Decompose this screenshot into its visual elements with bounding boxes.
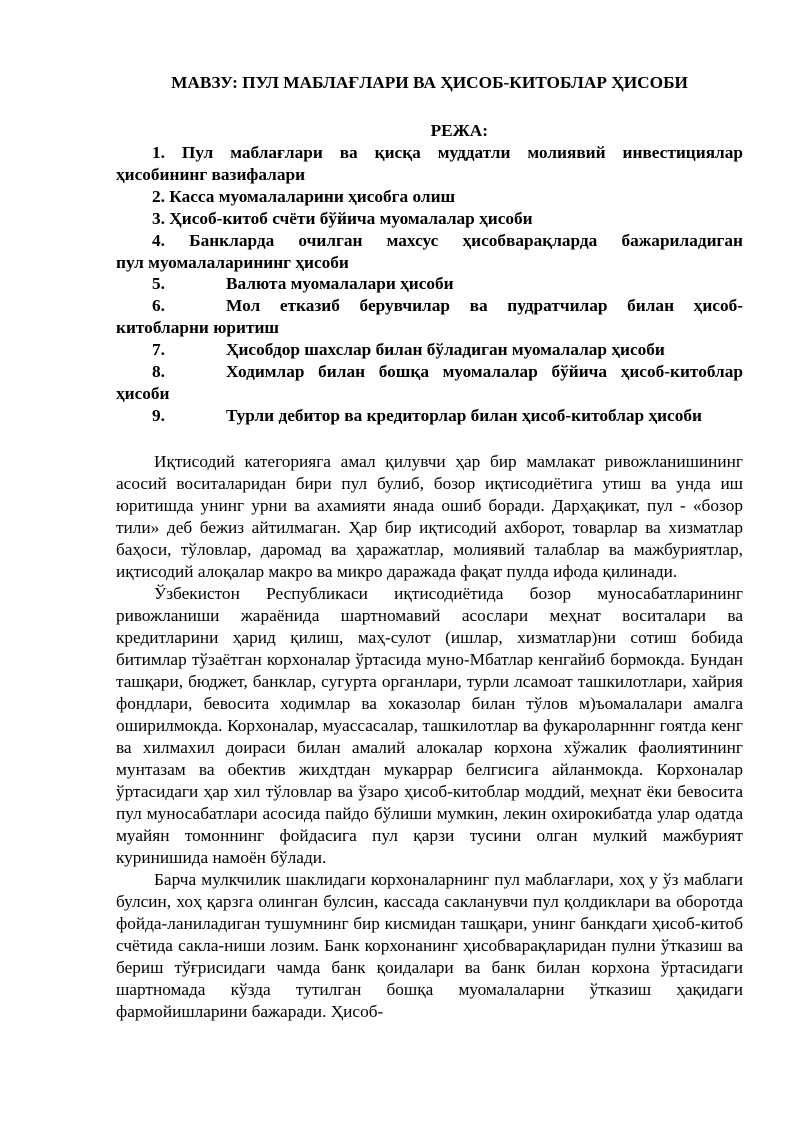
plan-item-7	[116, 339, 743, 361]
body-paragraph-3: Барча мулкчилик шаклидаги корхоналарнинг пул маблағлари, хоҳ у ўз маблаги булсин, хоҳ қарзга олинган булсин, кассада сакланувчи пул қолдиклари ва оборотда фойда-ланиладиган тушумнинг бир кисмидан ташқари, унинг банкдаги ҳисоб-китоб счётида сакла-ниши лозим. Банк корхонанинг ҳисобварақларидан пулни ўтказиш ва бериш тўғрисидаги чамда банк қоидалари ва банк билан корхона ўртасидаги шартномада кўзда тутилган бошқа муомалаларни ўтказиш ҳақидаги фармойишларини бажаради. Ҳисоб-	[116, 869, 743, 1021]
plan-item-3	[116, 208, 743, 230]
plan-item-number: 4.	[152, 230, 165, 250]
document-page	[116, 72, 743, 1023]
plan-item-number: 1.	[152, 143, 165, 162]
plan-item-number: 9.	[152, 405, 165, 425]
plan-item-number: 2.	[152, 186, 165, 206]
plan-item-text: Банкларда очилган махсус ҳисобварақларда бажариладиган	[189, 230, 743, 250]
plan-item-text: Ҳисобдор шахслар билан бўладиган муомалалар ҳисоби	[226, 340, 665, 360]
body-paragraph-1: Иқтисодий категорияга амал қилувчи ҳар бир мамлакат ривожланишининг асосий воситаларидан бири пул булиб, бозор иқтисодиётига утиш ва унда иш юритишда унинг урни ва ахамияти янада ошиб боради. Дарҳақикат, пул - «бозор тили» деб бежиз айтилмаган. Ҳар бир иқтисодий ахборот, товарлар ва хизматлар баҳоси, тўловлар, даромад ва ҳаражатлар, молиявий талаблар ва мажбуриятлар, иқтисодий алоқалар макро ва микро даражада фақат пулда ифода қилинади.	[116, 451, 743, 581]
plan-item-text-continued: китобларни юритиш	[116, 318, 280, 338]
plan-item-number: 6.	[152, 296, 165, 316]
plan-item-text: Мол етказиб берувчилар ва пудратчилар билан ҳисоб-	[226, 296, 743, 316]
plan-item-text: Ходимлар билан бошқа муомалалар бўйича ҳисоб-китоблар	[226, 362, 743, 382]
plan-item-text-continued: пул муомалаларининг ҳисоби	[116, 252, 349, 272]
body-paragraph-2: Ўзбекистон Республикаси иқтисодиётида бозор муносабатларининг ривожланиши жараёнида шартномавий асослари меҳнат воситалари ва кредитларини ҳарид қилиш, маҳ-сулот (ишлар, хизматлар)ни сотиш бобида битимлар тўзаётган корхоналар ўртасида муно-Мбатлар кенгайиб бормокда. Бундан ташқари, бюджет, банклар, сугурта органлари, турли лсамоат ташкилотлари, хайрия фондлари, бевосита ходимлар ва хоказолар билан тўлов м)ъомалалари амалга оширилмокда. Корхоналар, муассасалар, ташкилотлар ва фукароларнннг гоятда кенг ва хилмахил доираси билан амалий алокалар корхона хўжалик фаолиятининг мунтазам ва обектив жихдтдан мукаррар белгисига айланмокда. Корхоналар ўртасидаги ҳар хил тўловлар ва ўзаро ҳисоб-китоблар моддий, меҳнат ёки бевосита пул муносабатлари асосида пайдо бўлиши мумкин, лекин охирокибатда улар одатда муайян томоннинг фойдасига пул қарзи тусини олган мулкий мажбурият куринишида намоён бўлади.	[116, 583, 743, 867]
plan-heading: РЕЖА:	[430, 121, 488, 140]
plan-item-text: Турли дебитор ва кредиторлар билан ҳисоб-китоблар ҳисоби	[226, 405, 702, 425]
plan-item-text-continued: ҳисобининг вазифалари	[116, 164, 306, 184]
plan-item-4	[116, 230, 743, 274]
page-title: МАВЗУ: ПУЛ МАБЛАҒЛАРИ ВА ҲИСОБ-КИТОБЛАР ҲИСОБИ	[171, 73, 688, 92]
plan-item-number: 3.	[152, 208, 165, 228]
plan-list	[116, 142, 743, 427]
plan-item-text: Ҳисоб-китоб счёти бўйича муомалалар ҳисоби	[169, 208, 533, 228]
plan-item-number: 7.	[152, 340, 165, 360]
body-text	[116, 451, 743, 1023]
plan-item-text: Пул маблағлари ва қисқа муддатли молиявий инвестициялар	[181, 143, 743, 162]
plan-item-1	[116, 142, 743, 186]
plan-item-2	[116, 186, 743, 208]
section-gap	[116, 427, 743, 451]
plan-item-5	[116, 273, 743, 295]
plan-item-9	[116, 405, 743, 427]
plan-item-text: Валюта муомалалари ҳисоби	[226, 274, 454, 294]
plan-item-text-continued: ҳисоби	[116, 383, 170, 403]
plan-item-text: Касса муомалаларини ҳисобга олиш	[169, 186, 456, 206]
plan-item-number: 8.	[152, 362, 165, 382]
plan-item-6	[116, 295, 743, 339]
plan-item-number: 5.	[152, 274, 165, 294]
plan-item-8	[116, 361, 743, 405]
